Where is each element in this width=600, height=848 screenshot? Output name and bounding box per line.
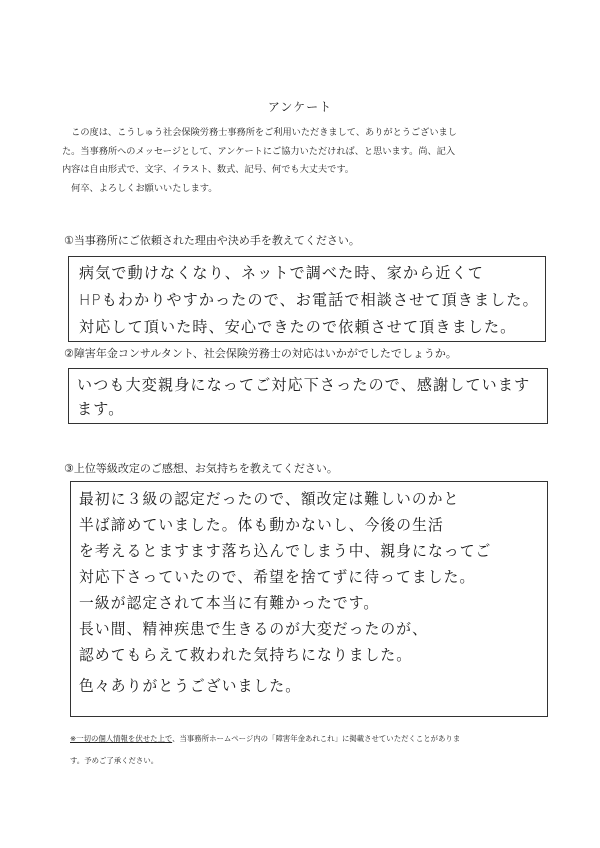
footer-line (70, 728, 550, 750)
handwritten-line: 認めてもらえて救われた気持ちになりました。 (79, 646, 413, 664)
answer-box-1 (68, 256, 546, 342)
page-title: アンケート (267, 100, 333, 114)
intro-line: この度は、こうしゅう社会保険労務士事務所をご利用いただきまして、ありがとうございまし (62, 127, 457, 138)
footer-line: す。予めご了承ください。 (70, 756, 159, 765)
handwritten-line: ます。 (77, 400, 125, 418)
handwritten-line: 対応下さっていたので、希望を捨てずに待ってました。 (79, 568, 476, 586)
question-3-label: ③上位等級改定のご感想、お気持ちを教えてください。 (64, 462, 338, 475)
handwritten-line: 対応して頂いた時、安心できたので依頼させて頂きました。 (79, 318, 517, 336)
handwritten-line: 最初に３級の認定だったので、額改定は難しいのかと (79, 490, 460, 508)
handwritten-line: を考えるとますます落ち込んでしまう中、親身になってご (79, 542, 492, 560)
handwritten-line: いつも大変親身になってご対応下さったので、感謝しています (77, 376, 531, 394)
intro-line: た。当事務所へのメッセージとして、アンケートにご協力いただければ、と思います。尚、記入 (62, 145, 456, 157)
handwritten-line: 長い間、精神疾患で生きるのが大変だったのが、 (79, 620, 429, 638)
footer-underlined-text: ※一切の個人情報を伏せた上で (70, 734, 173, 743)
handwritten-line: HPもわかりやすかったので、お電話で相談させて頂きました。 (79, 291, 539, 309)
intro-line: 内容は自由形式で、文字、イラスト、数式、記号、何でも大丈夫です。 (62, 164, 354, 175)
answer-box-3 (70, 481, 548, 717)
handwritten-line: 色々ありがとうございました。 (79, 677, 302, 695)
question-2-label: ②障害年金コンサルタント、社会保険労務士の対応はいかがでしたでしょうか。 (64, 347, 457, 360)
handwritten-line: 半ば諦めていました。体も動かないし、今後の生活 (79, 516, 444, 534)
handwritten-line: 一級が認定されて本当に有難かったです。 (79, 594, 380, 612)
handwritten-line: 病気で動けなくなり、ネットで調べた時、家から近くて (79, 264, 484, 282)
answer-box-2 (68, 368, 548, 424)
intro-line: 何卒、よろしくお願いいたします。 (62, 182, 218, 194)
footer-text: 、当事務所ホームページ内の「障害年金あれこれ」に掲載させていただくことがありま (172, 734, 461, 743)
intro-text (62, 124, 548, 198)
question-1-label: ①当事務所にご依頼された理由や決め手を教えてください。 (64, 234, 360, 247)
footer-note (70, 728, 550, 772)
